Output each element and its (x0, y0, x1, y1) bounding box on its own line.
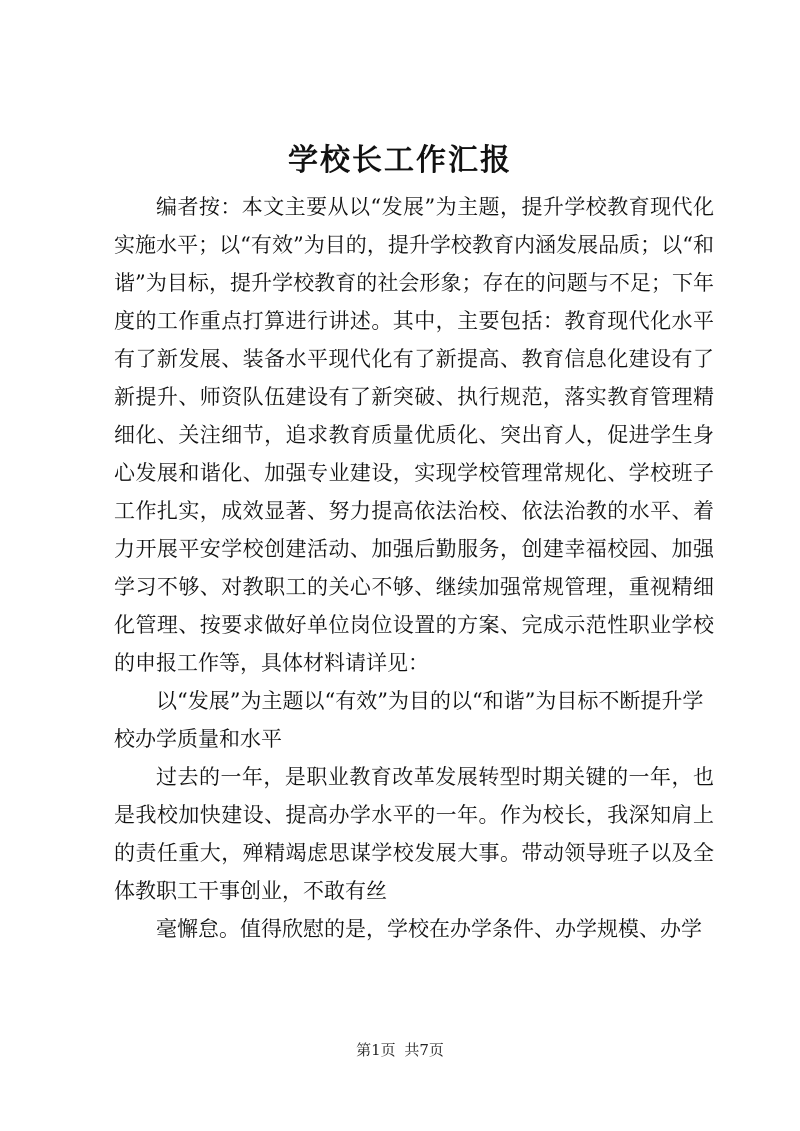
document-body (114, 188, 714, 948)
editor-note-paragraph: 编者按：本文主要从以“发展”为主题，提升学校教育现代化实施水平；以“有效”为目的，提升学校教育内涵发展品质；以“和谐”为目标，提升学校教育的社会形象；存在的问题与不足；下年度的工作重点打算进行讲述。其中，主要包括：教育现代化水平有了新发展、装备水平现代化有了新提高、教育信息化建设有了新提升、师资队伍建设有了新突破、执行规范，落实教育管理精细化、关注细节，追求教育质量优质化、突出育人，促进学生身心发展和谐化、加强专业建设，实现学校管理常规化、学校班子工作扎实，成效显著、努力提高依法治校、依法治教的水平、着力开展平安学校创建活动、加强后勤服务，创建幸福校园、加强学习不够、对教职工的关心不够、继续加强常规管理，重视精细化管理、按要求做好单位岗位设置的方案、完成示范性职业学校的申报工作等，具体材料请详见： (114, 195, 714, 675)
body-paragraph: 毫懈怠。值得欣慰的是，学校在办学条件、办学规模、办学 (156, 917, 702, 941)
page-total: 共7页 (404, 1041, 444, 1059)
page-number: 第1页 (356, 1041, 396, 1059)
document-title: 学校长工作汇报 (288, 143, 512, 178)
page-footer (0, 1040, 800, 1060)
section-heading-paragraph: 以“发展”为主题以“有效”为目的以“和谐”为目标不断提升学校办学质量和水平 (114, 689, 704, 751)
body-paragraph: 过去的一年，是职业教育改革发展转型时期关键的一年，也是我校加快建设、提高办学水平的一年。作为校长，我深知肩上的责任重大，殚精竭虑思谋学校发展大事。带动领导班子以及全体教职工干事创业，不敢有丝 (114, 765, 714, 903)
